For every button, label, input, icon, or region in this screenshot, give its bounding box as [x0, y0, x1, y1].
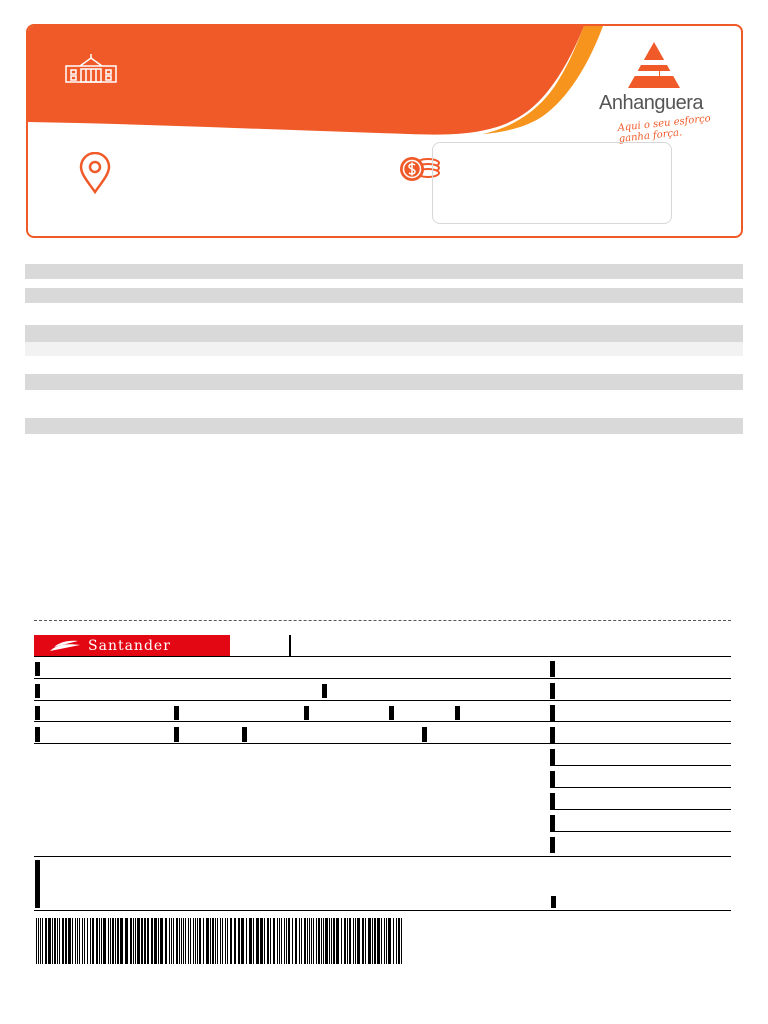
- info-bar: [25, 325, 743, 342]
- barcode-bar: [288, 918, 290, 964]
- bank-logo: [34, 635, 230, 657]
- info-bar: [25, 374, 743, 390]
- barcode-bar: [281, 918, 282, 964]
- info-bar: [25, 264, 743, 279]
- slip-mark: [242, 727, 247, 742]
- barcode-bar: [108, 918, 109, 964]
- barcode-bar: [311, 918, 312, 964]
- logo-name: Anhanguera: [599, 92, 703, 114]
- slip-mark: [455, 706, 460, 720]
- barcode-bar: [368, 918, 371, 964]
- barcode-bar: [82, 918, 83, 964]
- barcode-bar: [217, 918, 218, 964]
- barcode-bar: [227, 918, 228, 964]
- barcode-bar: [154, 918, 157, 964]
- slip-line: [550, 809, 731, 810]
- slip-mark: [550, 837, 555, 853]
- barcode-bar: [117, 918, 119, 964]
- barcode-bar: [173, 918, 174, 964]
- slip-mark: [389, 706, 394, 720]
- barcode-bar: [120, 918, 123, 964]
- barcode-bar: [79, 918, 80, 964]
- barcode-bar: [249, 918, 252, 964]
- slip-line: [34, 700, 731, 701]
- slip-mark: [550, 661, 555, 677]
- barcode-bar: [292, 918, 293, 964]
- barcode-bar: [344, 918, 346, 964]
- logo-slogan: Aqui o seu esforço ganha força.: [617, 113, 712, 145]
- barcode-bar: [225, 918, 226, 964]
- barcode-bar: [195, 918, 196, 964]
- barcode-bar: [301, 918, 302, 964]
- slip-line: [34, 678, 731, 679]
- barcode-bar: [181, 918, 182, 964]
- barcode-bar: [90, 918, 91, 964]
- barcode-bar: [115, 918, 116, 964]
- slip-line: [550, 787, 731, 788]
- barcode-bar: [333, 918, 335, 964]
- barcode-bar: [260, 918, 263, 964]
- slip-mark: [422, 727, 427, 742]
- barcode-bar: [96, 918, 98, 964]
- barcode-bar: [171, 918, 172, 964]
- barcode-bar: [212, 918, 214, 964]
- slip-mark: [35, 706, 40, 720]
- barcode-bar: [36, 918, 37, 964]
- slip-mark: [550, 727, 555, 743]
- slip-mark: [550, 705, 555, 721]
- barcode-bar: [309, 918, 310, 964]
- barcode-bar: [59, 918, 60, 964]
- barcode-bar: [230, 918, 232, 964]
- bank-name: Santander: [88, 638, 171, 654]
- bank-code-divider: [289, 635, 291, 657]
- barcode-bar: [188, 918, 189, 964]
- barcode-bar: [206, 918, 209, 964]
- barcode-bar: [313, 918, 314, 964]
- barcode-bar: [169, 918, 170, 964]
- barcode-bar: [45, 918, 47, 964]
- slip-mark: [35, 662, 40, 676]
- barcode-bar: [133, 918, 134, 964]
- barcode-bar: [135, 918, 136, 964]
- barcode-bar: [384, 918, 385, 964]
- barcode-bar: [307, 918, 308, 964]
- slip-mark: [550, 815, 555, 831]
- slip-mark: [551, 896, 556, 908]
- barcode-bar: [273, 918, 275, 964]
- slip-mark: [550, 793, 555, 809]
- barcode-bar: [321, 918, 322, 964]
- barcode-bar: [349, 918, 351, 964]
- barcode-bar: [388, 918, 391, 964]
- barcode-bar: [241, 918, 244, 964]
- barcode-bar: [183, 918, 184, 964]
- barcode-bar: [256, 918, 259, 964]
- barcode-bar: [62, 918, 64, 964]
- slip-mark: [35, 860, 40, 908]
- barcode-bar: [125, 918, 128, 964]
- anhanguera-logo: [594, 40, 724, 145]
- barcode-bar: [286, 918, 287, 964]
- barcode-bar: [99, 918, 100, 964]
- barcode-bar: [54, 918, 56, 964]
- barcode-bar: [299, 918, 300, 964]
- slip-line: [34, 743, 731, 744]
- slip-line: [550, 765, 731, 766]
- barcode-bar: [176, 918, 178, 964]
- slip-mark: [35, 727, 40, 742]
- barcode-bar: [220, 918, 221, 964]
- barcode-bar: [277, 918, 278, 964]
- barcode-bar: [323, 918, 324, 964]
- logo-triangle-icon: [624, 40, 684, 90]
- barcode-bar: [144, 918, 146, 964]
- barcode-bar: [304, 918, 306, 964]
- barcode-bar: [40, 918, 41, 964]
- barcode-bar: [65, 918, 67, 964]
- slip-line: [34, 856, 731, 857]
- barcode-bar: [48, 918, 51, 964]
- slip-mark: [304, 706, 309, 720]
- barcode-bar: [234, 918, 236, 964]
- barcode-bar: [110, 918, 111, 964]
- barcode-bar: [210, 918, 211, 964]
- barcode-bar: [336, 918, 339, 964]
- barcode-bar: [75, 918, 76, 964]
- slip-line: [34, 656, 731, 657]
- barcode-bar: [215, 918, 216, 964]
- slip-line: [34, 721, 731, 722]
- barcode-bar: [253, 918, 254, 964]
- slip-mark: [322, 684, 327, 698]
- barcode-bar: [329, 918, 330, 964]
- slip-line: [34, 910, 731, 911]
- barcode-bar: [355, 918, 356, 964]
- barcode-bar: [270, 918, 271, 964]
- barcode-bar: [325, 918, 328, 964]
- barcode-bar: [158, 918, 159, 964]
- slip-mark: [174, 706, 179, 720]
- barcode-bar: [193, 918, 194, 964]
- barcode-bar: [147, 918, 149, 964]
- barcode-icon: [36, 918, 404, 964]
- barcode-bar: [57, 918, 58, 964]
- barcode-bar: [357, 918, 360, 964]
- barcode-bar: [316, 918, 317, 964]
- slip-line: [550, 831, 731, 832]
- barcode-bar: [77, 918, 78, 964]
- barcode-bar: [141, 918, 143, 964]
- info-bar: [25, 418, 743, 434]
- barcode-bar: [341, 918, 342, 964]
- header-card: [26, 24, 743, 238]
- barcode-bar: [185, 918, 186, 964]
- barcode-bar: [68, 918, 71, 964]
- barcode-bar: [374, 918, 376, 964]
- barcode-bar: [103, 918, 106, 964]
- barcode-bar: [353, 918, 354, 964]
- info-bar: [25, 288, 743, 303]
- barcode-bar: [38, 918, 39, 964]
- barcode-bar: [386, 918, 387, 964]
- value-box: [432, 142, 672, 224]
- barcode-bar: [72, 918, 73, 964]
- barcode-bar: [377, 918, 380, 964]
- barcode-bar: [84, 918, 85, 964]
- barcode-bar: [42, 918, 43, 964]
- barcode-bar: [318, 918, 320, 964]
- barcode-bar: [372, 918, 373, 964]
- barcode-bar: [101, 918, 102, 964]
- barcode-bar: [264, 918, 265, 964]
- barcode-bar: [52, 918, 53, 964]
- barcode-bar: [130, 918, 132, 964]
- barcode-bar: [151, 918, 153, 964]
- barcode-bar: [160, 918, 163, 964]
- cut-line: [34, 620, 731, 621]
- barcode-bar: [87, 918, 88, 964]
- barcode-bar: [381, 918, 382, 964]
- slip-mark: [550, 749, 555, 765]
- flame-icon: [48, 639, 82, 653]
- info-bar-light: [25, 342, 743, 356]
- barcode-bar: [398, 918, 400, 964]
- barcode-bar: [179, 918, 180, 964]
- barcode-bar: [222, 918, 223, 964]
- barcode-bar: [267, 918, 269, 964]
- barcode-bar: [401, 918, 402, 964]
- slip-mark: [35, 684, 40, 698]
- barcode-bar: [347, 918, 348, 964]
- school-building-icon: [64, 54, 118, 84]
- slip-mark: [174, 727, 179, 742]
- barcode-bar: [396, 918, 397, 964]
- barcode-bar: [137, 918, 140, 964]
- barcode-bar: [365, 918, 366, 964]
- barcode-bar: [238, 918, 240, 964]
- barcode-bar: [362, 918, 364, 964]
- barcode-bar: [165, 918, 167, 964]
- barcode-bar: [295, 918, 297, 964]
- slip-mark: [550, 771, 555, 787]
- barcode-bar: [279, 918, 280, 964]
- barcode-bar: [92, 918, 94, 964]
- barcode-bar: [393, 918, 394, 964]
- barcode-bar: [331, 918, 332, 964]
- barcode-bar: [190, 918, 191, 964]
- barcode-bar: [199, 918, 201, 964]
- slip-mark: [550, 683, 555, 699]
- map-pin-icon: [78, 152, 112, 194]
- barcode-bar: [284, 918, 285, 964]
- barcode-bar: [203, 918, 204, 964]
- barcode-bar: [112, 918, 114, 964]
- barcode-bar: [197, 918, 198, 964]
- barcode-bar: [246, 918, 247, 964]
